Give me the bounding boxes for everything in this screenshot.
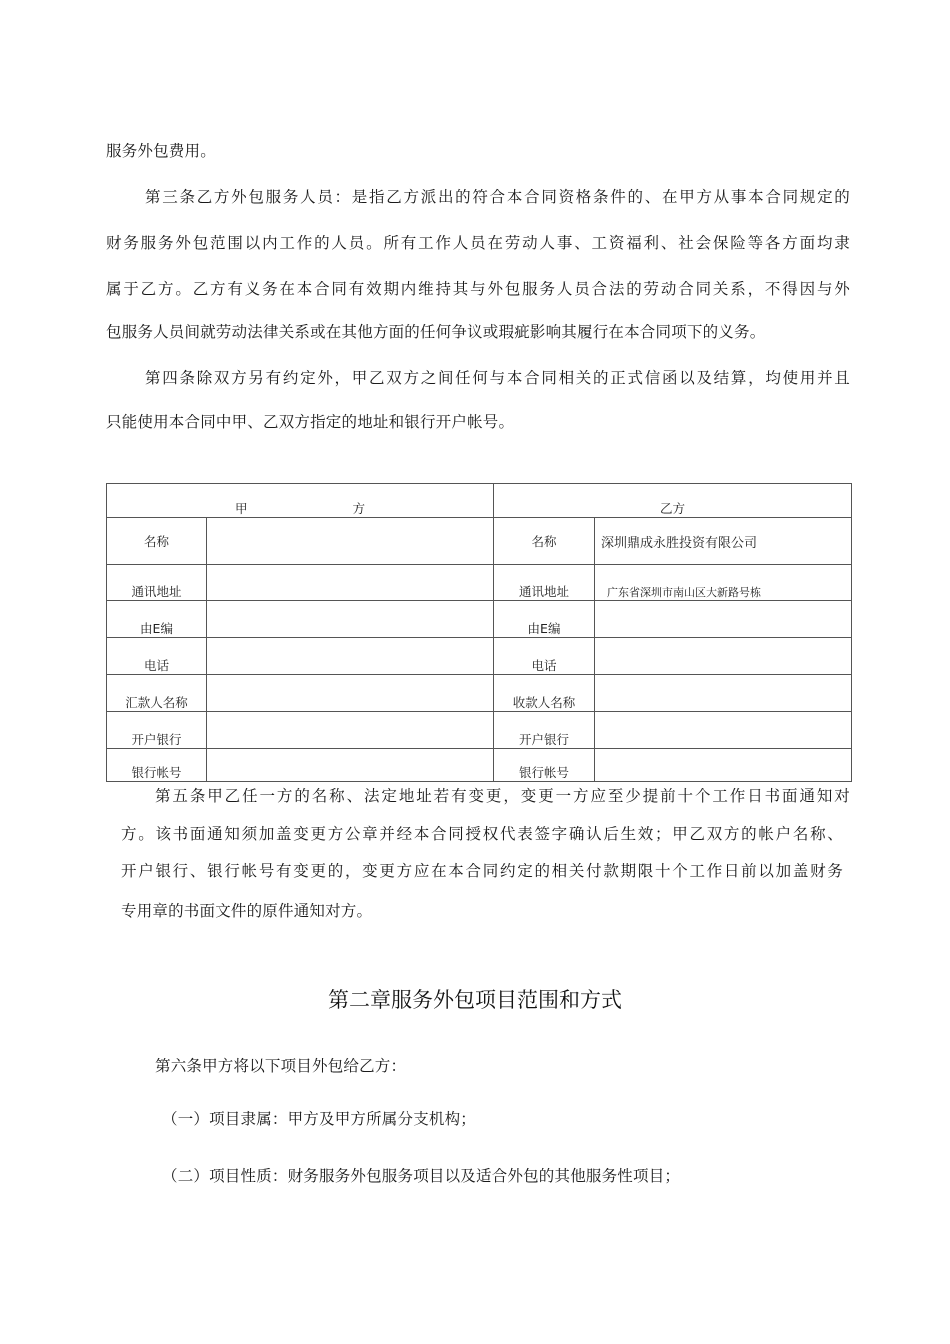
party-b-header: 乙方: [494, 484, 852, 518]
a-name-value: [207, 518, 494, 565]
a-phone-value: [207, 638, 494, 675]
table-row: [107, 675, 852, 712]
a-phone-label: 电话: [107, 638, 207, 675]
article-4-line-2: 只能使用本合同中甲、乙双方指定的地址和银行开户帐号。: [106, 413, 515, 431]
party-info-table: [106, 483, 852, 782]
a-postcode-value: [207, 601, 494, 638]
article-5-line-1: 第五条甲乙任一方的名称、法定地址若有变更，变更一方应至少提前十个工作日书面通知对: [155, 787, 850, 805]
b-payee-label: 收款人名称: [494, 675, 595, 712]
b-postcode-label: 由E编: [494, 601, 595, 638]
article-4-line-1: 第四条除双方另有约定外，甲乙双方之间任何与本合同相关的正式信函以及结算，均使用并且: [145, 369, 850, 387]
article-3-line-2: 财务服务外包范围以内工作的人员。所有工作人员在劳动人事、工资福利、社会保险等各方面均隶: [106, 234, 850, 252]
article-6: 第六条甲方将以下项目外包给乙方：: [155, 1057, 407, 1075]
article-5-line-2: 方。该书面通知须加盖变更方公章并经本合同授权代表签字确认后生效；甲乙双方的帐户名称、: [121, 825, 843, 843]
b-account-value: [595, 749, 852, 782]
a-bank-value: [207, 712, 494, 749]
b-postcode-value: [595, 601, 852, 638]
party-header-row: [107, 484, 852, 518]
a-account-value: [207, 749, 494, 782]
article-3-line-3: 属于乙方。乙方有义务在本合同有效期内维持其与外包服务人员合法的劳动合同关系，不得因与外: [106, 280, 850, 298]
b-name-value: 深圳鼎成永胜投资有限公司: [595, 518, 852, 565]
a-postcode-label: 由E编: [107, 601, 207, 638]
a-address-label: 通讯地址: [107, 565, 207, 601]
table-row: [107, 565, 852, 601]
list-item: （二）项目性质：财务服务外包服务项目以及适合外包的其他服务性项目；: [162, 1167, 681, 1185]
chapter-title: 第二章服务外包项目范围和方式: [328, 988, 622, 1012]
a-account-label: 银行帐号: [107, 749, 207, 782]
article-3-line-1: 第三条乙方外包服务人员：是指乙方派出的符合本合同资格条件的、在甲方从事本合同规定的: [145, 188, 850, 206]
table-row: [107, 601, 852, 638]
a-address-value: [207, 565, 494, 601]
a-remitter-value: [207, 675, 494, 712]
b-phone-value: [595, 638, 852, 675]
b-address-value: 广东省深圳市南山区大新路号栋: [595, 565, 852, 601]
article-5-line-4: 专用章的书面文件的原件通知对方。: [121, 902, 373, 920]
b-name-label: 名称: [494, 518, 595, 565]
a-name-label: 名称: [107, 518, 207, 565]
table-row: [107, 712, 852, 749]
paragraph-continuation: 服务外包费用。: [106, 142, 216, 160]
party-a-header: 甲方: [107, 484, 494, 518]
b-phone-label: 电话: [494, 638, 595, 675]
b-account-label: 银行帐号: [494, 749, 595, 782]
article-3-line-4: 包服务人员间就劳动法律关系或在其他方面的任何争议或瑕疵影响其履行在本合同项下的义务。: [106, 323, 766, 341]
b-payee-value: [595, 675, 852, 712]
list-item: （一）项目隶属：甲方及甲方所属分支机构；: [162, 1110, 477, 1128]
a-bank-label: 开户银行: [107, 712, 207, 749]
table-row: [107, 638, 852, 675]
table-row: [107, 749, 852, 782]
b-bank-label: 开户银行: [494, 712, 595, 749]
b-bank-value: [595, 712, 852, 749]
table-row: [107, 518, 852, 565]
a-remitter-label: 汇款人名称: [107, 675, 207, 712]
article-5-line-3: 开户银行、银行帐号有变更的，变更方应在本合同约定的相关付款期限十个工作日前以加盖财务: [121, 862, 843, 880]
b-address-label: 通讯地址: [494, 565, 595, 601]
